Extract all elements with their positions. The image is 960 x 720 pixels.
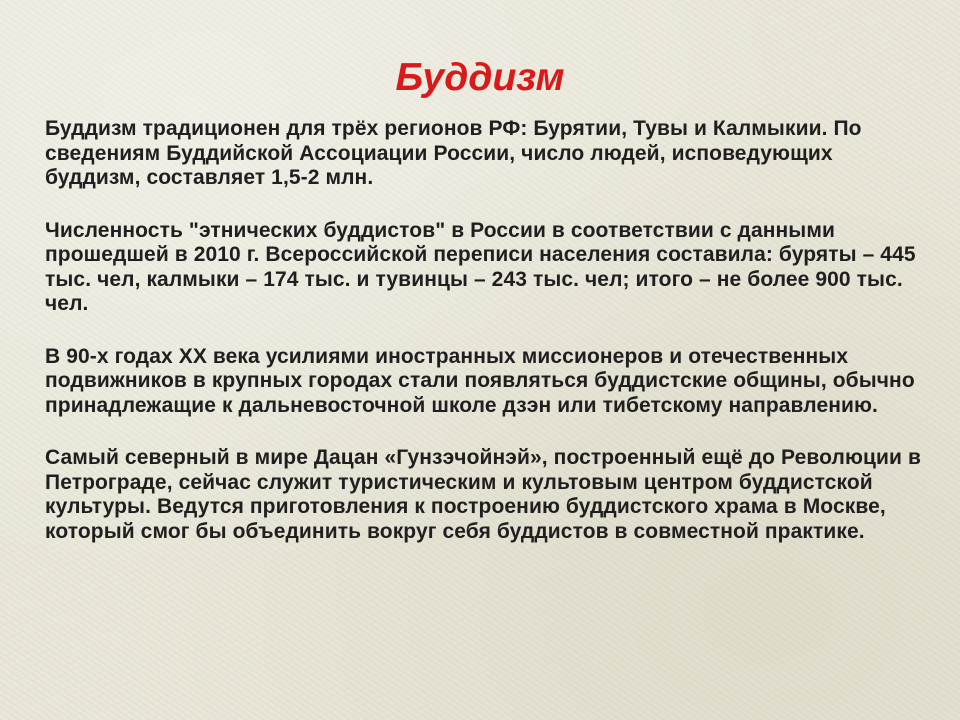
slide-body [45,117,925,572]
paragraph-ethnic-buddhists-census: Численность "этнических буддистов" в России в соответствии с данными прошедшей в 2010 г. Всероссийской переписи населения составила: буряты – 445 тыс. чел, калмыки – 174 тыс. и тувинцы – 243 тыс. чел; итого – не более 900 тыс. чел. [45,218,916,315]
paragraph-buddhism-regions: Буддизм традиционен для трёх регионов РФ: Бурятии, Тувы и Калмыкии. По сведениям Буддийской Ассоциации России, число людей, исповедующих буддизм, составляет 1,5-2 млн. [45,117,862,189]
paragraph-buddhist-communities-90s: В 90-х годах XX века усилиями иностранных миссионеров и отечественных подвижников в крупных городах стали появляться буддистские общины, обычно принадлежащие к дальневосточной школе дзэн или тибетскому направлению. [45,344,915,417]
slide-title: Буддизм [395,56,565,99]
paragraph-datsan-gunzechoinei: Самый северный в мире Дацан «Гунзэчойнэй», построенный ещё до Революции в Петрограде, сейчас служит туристическим и культовым центром буддистской культуры. Ведутся приготовления к построению буддистского храма в Москве, который смог бы объединить вокруг себя буддистов в совместной практике. [45,446,921,543]
